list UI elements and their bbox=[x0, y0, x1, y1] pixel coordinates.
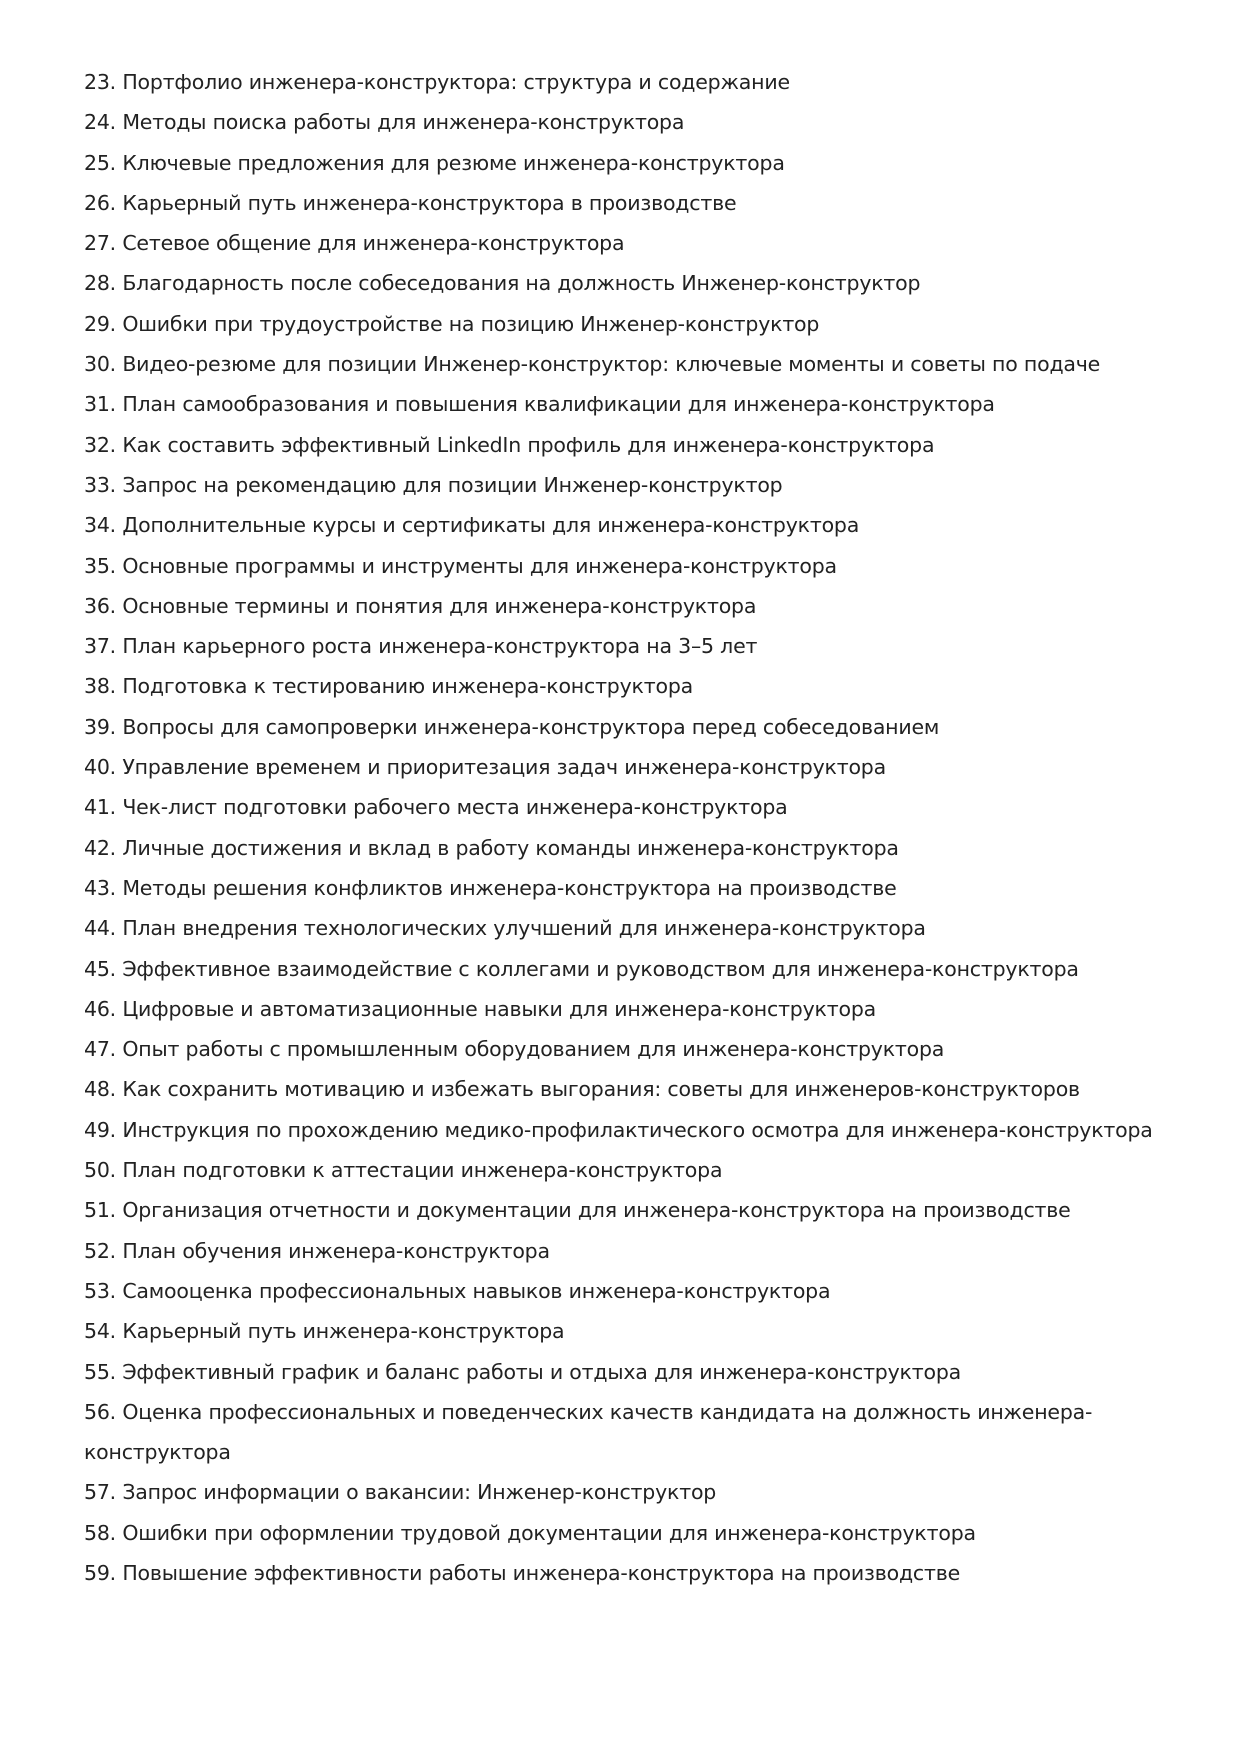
topic-list bbox=[84, 62, 1169, 1593]
list-item: 42. Личные достижения и вклад в работу команды инженера-конструктора bbox=[84, 835, 899, 860]
list-item: 31. План самообразования и повышения квалификации для инженера-конструктора bbox=[84, 392, 995, 417]
list-item: 26. Карьерный путь инженера-конструктора в производстве bbox=[84, 190, 737, 215]
list-item: 48. Как сохранить мотивацию и избежать выгорания: советы для инженеров-конструкторов bbox=[84, 1077, 1080, 1102]
list-item: 45. Эффективное взаимодействие с коллегами и руководством для инженера-конструктора bbox=[84, 956, 1079, 981]
list-item: 44. План внедрения технологических улучшений для инженера-конструктора bbox=[84, 916, 926, 941]
list-item: 36. Основные термины и понятия для инженера-конструктора bbox=[84, 593, 757, 618]
list-item: 59. Повышение эффективности работы инженера-конструктора на производстве bbox=[84, 1560, 961, 1585]
list-item: 53. Самооценка профессиональных навыков инженера-конструктора bbox=[84, 1278, 831, 1303]
list-item: 46. Цифровые и автоматизационные навыки для инженера-конструктора bbox=[84, 996, 876, 1021]
list-item: 56. Оценка профессиональных и поведенческих качеств кандидата на должность инженера-конструктора bbox=[84, 1399, 1093, 1465]
list-item: 57. Запрос информации о вакансии: Инженер-конструктор bbox=[84, 1480, 717, 1505]
list-item: 37. План карьерного роста инженера-конструктора на 3–5 лет bbox=[84, 634, 758, 659]
list-item: 39. Вопросы для самопроверки инженера-конструктора перед собеседованием bbox=[84, 714, 940, 739]
list-item: 51. Организация отчетности и документации для инженера-конструктора на производстве bbox=[84, 1198, 1071, 1223]
list-item: 54. Карьерный путь инженера-конструктора bbox=[84, 1319, 565, 1344]
list-item: 23. Портфолио инженера-конструктора: структура и содержание bbox=[84, 70, 790, 94]
list-item: 29. Ошибки при трудоустройстве на позицию Инженер-конструктор bbox=[84, 311, 820, 336]
list-item: 52. План обучения инженера-конструктора bbox=[84, 1238, 550, 1263]
list-item: 43. Методы решения конфликтов инженера-конструктора на производстве bbox=[84, 875, 897, 900]
list-item: 34. Дополнительные курсы и сертификаты для инженера-конструктора bbox=[84, 513, 860, 538]
list-item: 49. Инструкция по прохождению медико-профилактического осмотра для инженера-конструктора bbox=[84, 1117, 1153, 1142]
list-item: 41. Чек-лист подготовки рабочего места инженера-конструктора bbox=[84, 795, 788, 820]
list-item: 40. Управление временем и приоритезация задач инженера-конструктора bbox=[84, 755, 886, 780]
list-item: 58. Ошибки при оформлении трудовой документации для инженера-конструктора bbox=[84, 1520, 976, 1545]
list-item: 47. Опыт работы с промышленным оборудованием для инженера-конструктора bbox=[84, 1037, 945, 1062]
list-item: 38. Подготовка к тестированию инженера-конструктора bbox=[84, 674, 693, 699]
list-item: 50. План подготовки к аттестации инженера-конструктора bbox=[84, 1158, 723, 1183]
list-item: 30. Видео-резюме для позиции Инженер-конструктор: ключевые моменты и советы по подаче bbox=[84, 352, 1101, 377]
list-item: 25. Ключевые предложения для резюме инженера-конструктора bbox=[84, 150, 785, 175]
list-item: 35. Основные программы и инструменты для инженера-конструктора bbox=[84, 553, 837, 578]
list-item: 32. Как составить эффективный LinkedIn профиль для инженера-конструктора bbox=[84, 432, 935, 457]
list-item: 55. Эффективный график и баланс работы и отдыха для инженера-конструктора bbox=[84, 1359, 961, 1384]
list-item: 33. Запрос на рекомендацию для позиции Инженер-конструктор bbox=[84, 472, 783, 497]
list-item: 27. Сетевое общение для инженера-конструктора bbox=[84, 231, 625, 256]
list-item: 24. Методы поиска работы для инженера-конструктора bbox=[84, 110, 685, 135]
list-item: 28. Благодарность после собеседования на должность Инженер-конструктор bbox=[84, 271, 921, 296]
